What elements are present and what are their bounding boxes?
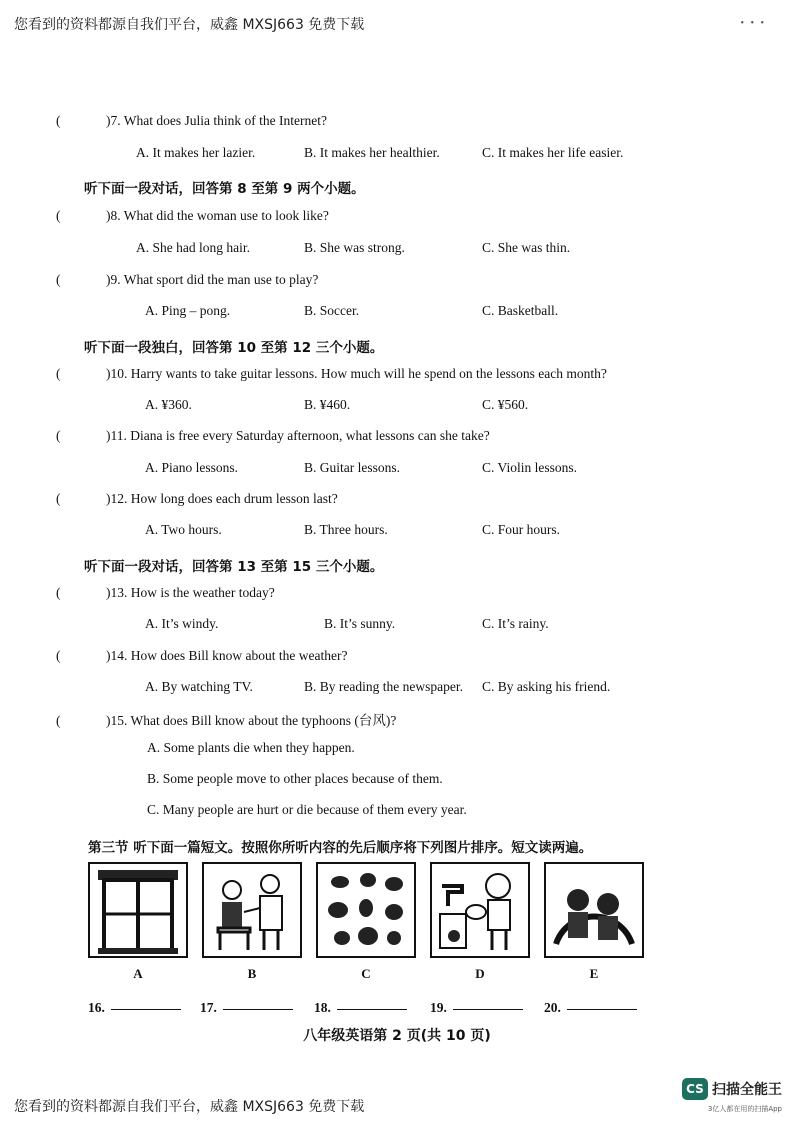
q11-option-a: A. Piano lessons. bbox=[145, 460, 239, 475]
insects-icon bbox=[316, 862, 416, 958]
picture-label-e: E bbox=[589, 966, 599, 981]
picture-row bbox=[88, 862, 648, 962]
q15-option-a: A. Some plants die when they happen. bbox=[147, 740, 355, 755]
picture-label-c: C bbox=[361, 966, 371, 981]
question-8: ( )8. What did the woman use to look like? bbox=[56, 208, 329, 223]
q9-option-a: A. Ping – pong. bbox=[145, 303, 231, 318]
question-13: ( )13. How is the weather today? bbox=[56, 585, 275, 600]
question-7: ( )7. What does Julia think of the Internet? bbox=[56, 113, 327, 128]
blank-18[interactable]: 18. bbox=[314, 1000, 407, 1016]
people-sneezing-icon bbox=[544, 862, 644, 958]
q14-option-a: A. By watching TV. bbox=[145, 679, 253, 694]
q13-option-c: C. It’s rainy. bbox=[482, 616, 549, 631]
question-15: ( )15. What does Bill know about the typhoons (台风)? bbox=[56, 713, 397, 728]
doctor-patient-icon bbox=[202, 862, 302, 958]
scanner-name: 扫描全能王 bbox=[712, 1082, 782, 1098]
blank-17[interactable]: 17. bbox=[200, 1000, 293, 1016]
q14-option-b: B. By reading the newspaper. bbox=[304, 679, 463, 694]
question-10: ( )10. Harry wants to take guitar lessons. How much will he spend on the lessons each month? bbox=[56, 366, 607, 381]
scanner-slogan: 3亿人都在用的扫描App bbox=[707, 1105, 782, 1113]
question-12: ( )12. How long does each drum lesson last? bbox=[56, 491, 338, 506]
q11-option-b: B. Guitar lessons. bbox=[304, 460, 400, 475]
q15-option-c: C. Many people are hurt or die because of them every year. bbox=[147, 802, 467, 817]
instruction-8-9: 听下面一段对话，回答第 8 至第 9 两个小题。 bbox=[84, 181, 365, 197]
bottom-banner: 您看到的资料都源自我们平台，威鑫 MXSJ663 免费下载 bbox=[14, 1099, 365, 1115]
page-number: 八年级英语第 2 页(共 10 页) bbox=[303, 1028, 491, 1044]
blank-20[interactable]: 20. bbox=[544, 1000, 637, 1016]
q7-option-a: A. It makes her lazier. bbox=[136, 145, 256, 160]
q8-option-b: B. She was strong. bbox=[304, 240, 405, 255]
q12-option-c: C. Four hours. bbox=[482, 522, 561, 537]
instruction-13-15: 听下面一段对话，回答第 13 至第 15 三个小题。 bbox=[84, 559, 384, 575]
q7-option-b: B. It makes her healthier. bbox=[304, 145, 440, 160]
section-3-instruction: 第三节 听下面一篇短文。按照你所听内容的先后顺序将下列图片排序。短文读两遍。 bbox=[88, 840, 593, 856]
picture-label-b: B bbox=[247, 966, 257, 981]
q10-option-b: B. ¥460. bbox=[304, 397, 351, 412]
picture-label-a: A bbox=[133, 966, 143, 981]
q7-option-c: C. It makes her life easier. bbox=[482, 145, 624, 160]
q9-option-b: B. Soccer. bbox=[304, 303, 360, 318]
scanner-badge: CS bbox=[682, 1078, 708, 1100]
q10-option-a: A. ¥360. bbox=[145, 397, 192, 412]
q15-option-b: B. Some people move to other places because of them. bbox=[147, 771, 443, 786]
blank-19[interactable]: 19. bbox=[430, 1000, 523, 1016]
q12-option-a: A. Two hours. bbox=[145, 522, 222, 537]
washing-hands-icon bbox=[430, 862, 530, 958]
q8-option-c: C. She was thin. bbox=[482, 240, 571, 255]
q13-option-a: A. It’s windy. bbox=[145, 616, 219, 631]
question-14: ( )14. How does Bill know about the weather? bbox=[56, 648, 348, 663]
window-icon bbox=[88, 862, 188, 958]
top-banner: 您看到的资料都源自我们平台，威鑫 MXSJ663 免费下载 bbox=[14, 17, 365, 33]
q8-option-a: A. She had long hair. bbox=[136, 240, 250, 255]
q13-option-b: B. It’s sunny. bbox=[324, 616, 396, 631]
question-11: ( )11. Diana is free every Saturday afternoon, what lessons can she take? bbox=[56, 428, 490, 443]
scanner-logo bbox=[682, 1078, 782, 1100]
picture-label-d: D bbox=[475, 966, 485, 981]
question-9: ( )9. What sport did the man use to play? bbox=[56, 272, 319, 287]
q9-option-c: C. Basketball. bbox=[482, 303, 559, 318]
instruction-10-12: 听下面一段独白，回答第 10 至第 12 三个小题。 bbox=[84, 340, 384, 356]
corner-mark: • • • bbox=[740, 18, 766, 29]
q11-option-c: C. Violin lessons. bbox=[482, 460, 577, 475]
q12-option-b: B. Three hours. bbox=[304, 522, 388, 537]
q14-option-c: C. By asking his friend. bbox=[482, 679, 611, 694]
q10-option-c: C. ¥560. bbox=[482, 397, 529, 412]
blank-16[interactable]: 16. bbox=[88, 1000, 181, 1016]
